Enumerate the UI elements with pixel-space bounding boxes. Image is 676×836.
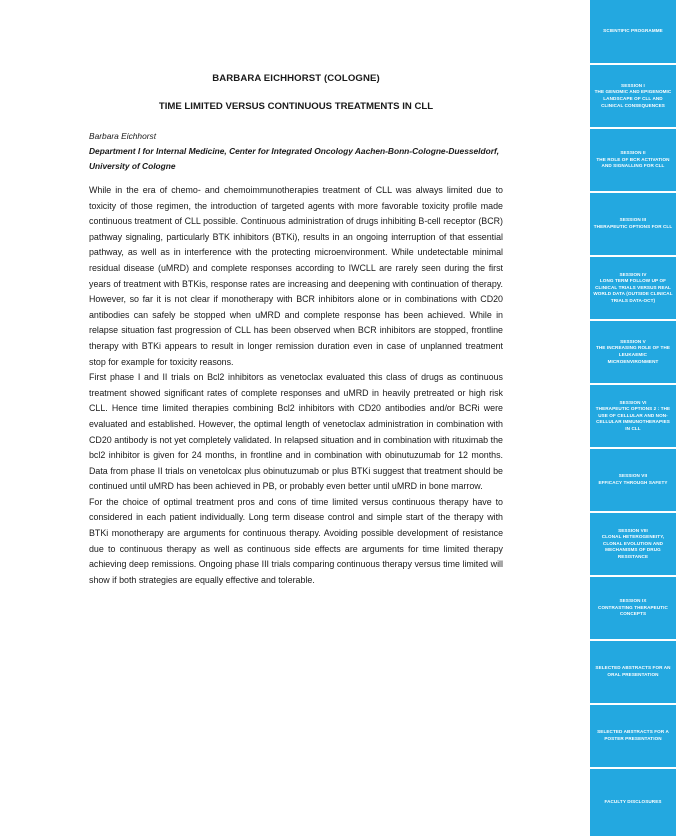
sidebar-item-session-4[interactable]: SESSION IV LONG TERM FOLLOW UP OF CLINICAL TRIALS VERSUS REAL WORLD DATA (OUTSIDE CLINICAL TRIALS DATA-OCT) <box>590 257 676 319</box>
page-title: TIME LIMITED VERSUS CONTINUOUS TREATMENTS IN CLL <box>158 101 434 112</box>
sidebar-nav <box>590 0 676 836</box>
sidebar-item-poster-abstracts[interactable]: SELECTED ABSTRACTS FOR A POSTER PRESENTATION <box>590 705 676 767</box>
sidebar-item-session-8[interactable]: SESSION VIII CLONAL HETEROGENEITY, CLONAL EVOLUTION AND MECHANISMS OF DRUG RESISTANCE <box>590 513 676 575</box>
author-institution: Department I for Internal Medicine, Center for Integrated Oncology Aachen-Bonn-Cologne-Duesseldorf, University of Cologne <box>89 146 500 171</box>
sidebar-item-session-2[interactable]: SESSION II THE ROLE OF BCR ACTIVATION AND SIGNALLING FOR CLL <box>590 129 676 191</box>
affiliation-block <box>89 129 503 174</box>
author-heading: BARBARA EICHHORST (COLOGNE) <box>212 73 380 84</box>
body-paragraph: For the choice of optimal treatment pros and cons of time limited versus continuous therapy have to considered in each patient individually. Long term disease control and simple start of the therapy with BTKi monotherapy are arguments for continuous therapy. Avoiding possible development of resistance due to continuous therapy as well as continuous side effects are arguments for time limited therapy achieving deep remissions. Ongoing phase III trials comparing continuous therapy versus time limited will show if both strategies are equally effective and tolerable. <box>89 496 503 585</box>
sidebar-item-session-1[interactable]: SESSION I THE GENOMIC AND EPIGENOMIC LANDSCAPE OF CLL AND CLINICAL CONSEQUENCES <box>590 65 676 127</box>
sidebar-item-session-7[interactable]: SESSION VII EFFICACY THROUGH SAFETY <box>590 449 676 511</box>
author-name: Barbara Eichhorst <box>89 131 157 141</box>
abstract-body <box>89 183 503 588</box>
sidebar-item-oral-abstracts[interactable]: SELECTED ABSTRACTS FOR AN ORAL PRESENTATION <box>590 641 676 703</box>
sidebar-item-session-9[interactable]: SESSION IX CONTRASTING THERAPEUTIC CONCEPTS <box>590 577 676 639</box>
body-paragraph: While in the era of chemo- and chemoimmunotherapies treatment of CLL was always limited due to toxicity of those regimen, the introduction of targeted agents with more favorable toxicity profile made continuous treatment of CLL possible. Continuous administration of drugs inhibiting B-cell receptor (BCR) pathway signaling, particularly BTK inhibitors (BTKi), results in an ongoing interruption of that essential pathway, as well as in interference with the protecting microenvironment. While undetectable minimal residual disease (uMRD) and complete responses according to IWCLL are rarely seen during the first years of treatment with BTKis, response rates are increasing and deepening with continuation of therapy. However, so far it is not clear if monotherapy with BCR inhibitors alone or in combinations with CD20 antibodies can safely be stopped when uMRD and complete response has been achieved. While in relapse situation fast progression of CLL has been observed when BCR inhibitors are stopped, frontline therapy with BTKi appears to result in longer remission duration even in case of unplanned treatment stop for example for toxicity reasons. <box>89 185 503 367</box>
sidebar-item-session-5[interactable]: SESSION V THE INCREASING ROLE OF THE LEUKAEMIC MICROENVIRONMENT <box>590 321 676 383</box>
sidebar-item-session-3[interactable]: SESSION III THERAPEUTIC OPTIONS FOR CLL <box>590 193 676 255</box>
sidebar-item-session-6[interactable]: SESSION VI THERAPEUTIC OPTIONS 2 : THE USE OF CELLULAR AND NON-CELLULAR IMMUNOTHERAPIES IN CLL <box>590 385 676 447</box>
sidebar-item-faculty-disclosures[interactable]: FACULTY DISCLOSURES <box>590 769 676 836</box>
body-paragraph: First phase I and II trials on Bcl2 inhibitors as venetoclax evaluated this class of drugs as continuous treatment showed significant rates of complete responses and uMRD in heavily pretreated or high risk CLL. Hence time limited therapies combining Bcl2 inhibitors with CD20 antibodies and/or BCRi were evaluated and established. However, the optimal length of venetoclax administration in combination with CD20 antibody is not yet completely validated. In relapsed situation and in combination with rituximab the bcl2 inhibitor is given for 24 months, in frontline and in combination with obinutuzumab for 12 months. Data from phase II trials on venetolcax plus obinutuzumab or plus BTKi suggest that treatment should be continued until uMRD has been achieved in PB, or probably even better until uMRD in bone marrow. <box>89 372 503 492</box>
sidebar-item-scientific-programme[interactable]: SCIENTIFIC PROGRAMME <box>590 0 676 63</box>
